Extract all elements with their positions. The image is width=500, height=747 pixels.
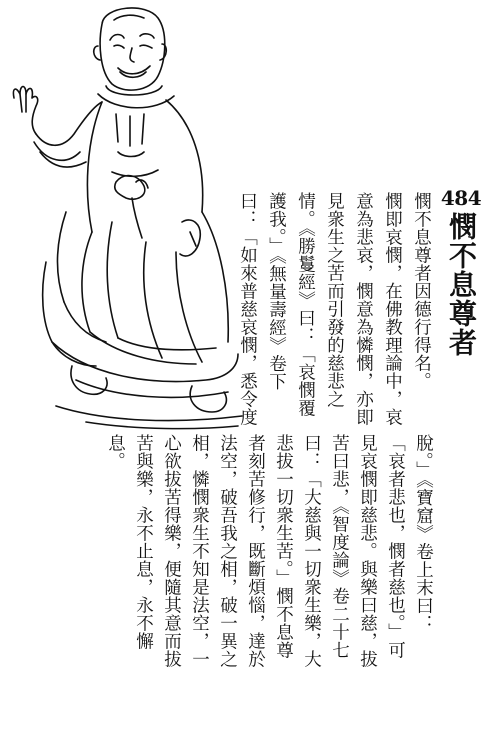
lower-column-3: 見哀憫即慈悲。與樂曰慈，拔 [357, 434, 378, 668]
lower-column-10: 心欲拔苦得樂，便隨其意而拔 [161, 434, 182, 668]
lower-column-2: 「哀者悲也，憫者慈也。」可 [385, 434, 406, 660]
upper-column-4: 見衆生之苦而引發的慈悲之 [324, 192, 345, 408]
entry-number: 484 [440, 186, 482, 210]
upper-column-6: 護我。」《無量壽經》卷下 [266, 192, 287, 391]
lower-column-5: 曰：「大慈與一切衆生樂，大 [301, 434, 322, 668]
upper-column-1: 憫不息尊者因德行得名。 [411, 192, 432, 390]
arhat-hands [115, 176, 145, 200]
lower-column-8: 法空，破吾我之相，破一異之 [217, 434, 238, 668]
lower-column-11: 苦與樂，永不止息，永不懈 [133, 434, 154, 650]
lower-column-7: 者刻苦修行，既斷煩惱，達於 [245, 434, 266, 668]
arhat-illustration [6, 2, 258, 432]
lower-column-1: 脫。」《寶窟》卷上末曰： [413, 434, 434, 633]
arhat-robe [87, 102, 102, 232]
lower-column-4: 苦曰悲，《智度論》卷二十七 [329, 434, 350, 660]
upper-column-3: 意為悲哀，憫意為憐憫，亦即 [353, 192, 374, 426]
entry-title-column [440, 186, 482, 486]
lower-column-12: 息。 [105, 434, 126, 470]
entry-title: 憫不息尊者 [445, 212, 478, 357]
lower-column-9: 相，憐憫衆生不知是法空，一 [189, 434, 210, 668]
upper-column-2: 憫即哀憫，在佛教理論中，哀 [382, 192, 403, 426]
lower-column-6: 悲拔一切衆生苦。」憫不息尊 [273, 434, 294, 660]
upper-column-5: 情。《勝鬘經》曰：「哀憫覆 [295, 192, 316, 418]
upper-column-7: 曰：「如來普慈哀憫，悉令度 [237, 192, 258, 426]
arhat-foot-right [190, 386, 226, 412]
